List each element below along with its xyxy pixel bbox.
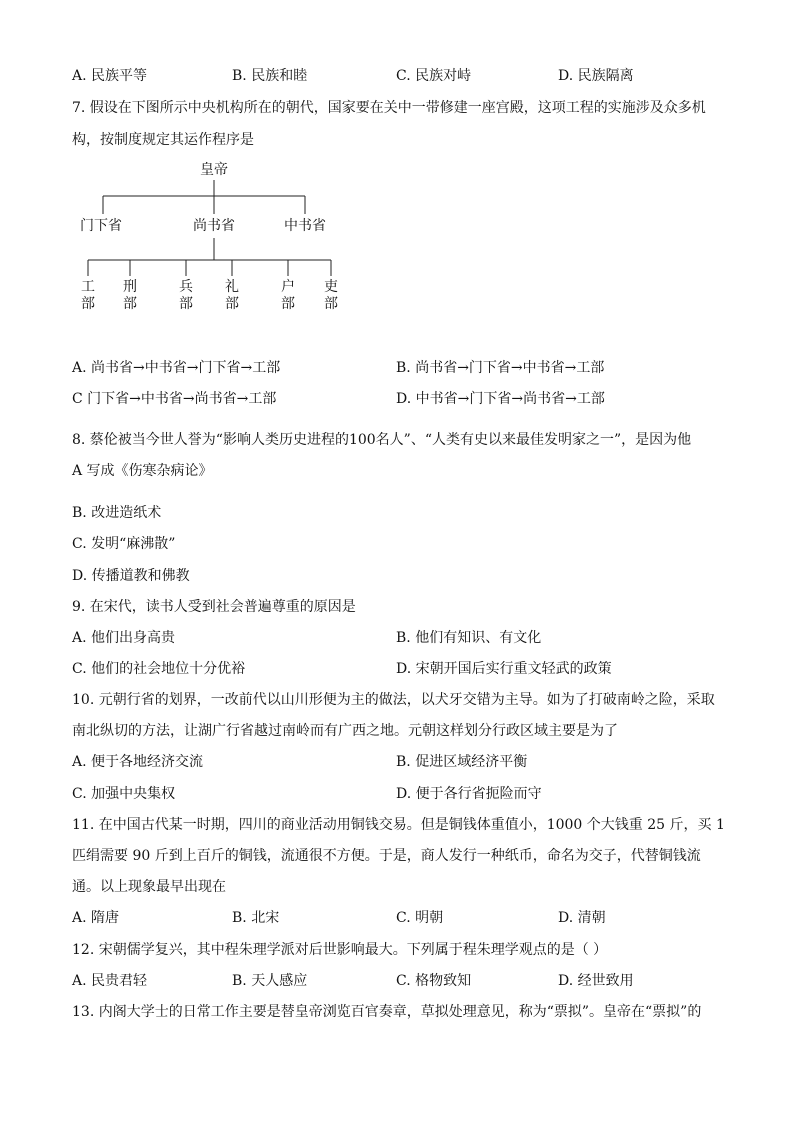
q10-stem-line2: 南北纵切的方法，让湖广行省越过南岭而有广西之地。元朝这样划分行政区域主要是为了 [72, 723, 618, 739]
q7-stem-line2: 构，按制度规定其运作程序是 [72, 132, 254, 148]
node-hubu: 户 部 [281, 279, 295, 312]
q8-option-a: A 写成《伤寒杂病论》 [72, 463, 213, 479]
q10-option-d: D. 便于各行省扼险而守 [396, 786, 542, 802]
q12-option-c: C. 格物致知 [396, 973, 472, 989]
q12-stem: 12. 宋朝儒学复兴，其中程朱理学派对后世影响最大。下列属于程朱理学观点的是（ ） [72, 942, 608, 958]
node-libu-rites: 礼 部 [225, 279, 239, 312]
q11-stem-line2: 匹绢需要 90 斤到上百斤的铜钱，流通很不方便。于是，商人发行一种纸币，命名为交子，代替铜钱流 [72, 848, 701, 864]
q6-option-c: C. 民族对峙 [396, 68, 472, 84]
q8-option-c: C. 发明“麻沸散” [72, 536, 176, 552]
q11-option-d: D. 清朝 [558, 910, 606, 926]
org-chart-lines [0, 0, 794, 360]
q11-stem-line3: 通。以上现象最早出现在 [72, 879, 226, 895]
node-menxia: 门下省 [80, 218, 122, 234]
q8-option-d: D. 传播道教和佛教 [72, 568, 190, 584]
q12-option-b: B. 天人感应 [232, 973, 308, 989]
q11-option-a: A. 隋唐 [72, 910, 120, 926]
node-zhongshu: 中书省 [284, 218, 326, 234]
q10-option-c: C. 加强中央集权 [72, 786, 176, 802]
q6-option-d: D. 民族隔离 [558, 68, 634, 84]
q9-option-b: B. 他们有知识、有文化 [396, 630, 542, 646]
q11-stem-line1: 11. 在中国古代某一时期，四川的商业活动用铜钱交易。但是铜钱体重值小，1000 个大钱重 25 斤，买 1 [72, 817, 725, 833]
q8-option-b: B. 改进造纸术 [72, 505, 162, 521]
q7-option-d: D. 中书省→门下省→尚书省→工部 [396, 391, 605, 407]
q7-option-b: B. 尚书省→门下省→中书省→工部 [396, 360, 605, 376]
q9-stem: 9. 在宋代，读书人受到社会普遍尊重的原因是 [72, 599, 356, 615]
node-emperor: 皇帝 [200, 162, 228, 178]
q7-stem-line1: 7. 假设在下图所示中央机构所在的朝代，国家要在关中一带修建一座宫殿，这项工程的实施涉及众多机 [72, 100, 706, 116]
q6-option-b: B. 民族和睦 [232, 68, 308, 84]
q9-option-c: C. 他们的社会地位十分优裕 [72, 661, 246, 677]
q9-option-d: D. 宋朝开国后实行重文轻武的政策 [396, 661, 612, 677]
q10-option-b: B. 促进区域经济平衡 [396, 754, 528, 770]
q10-option-a: A. 便于各地经济交流 [72, 754, 204, 770]
node-xingbu: 刑 部 [123, 279, 137, 312]
q11-option-b: B. 北宋 [232, 910, 280, 926]
node-bingbu: 兵 部 [179, 279, 193, 312]
q9-option-a: A. 他们出身高贵 [72, 630, 176, 646]
q12-option-d: D. 经世致用 [558, 973, 634, 989]
q12-option-a: A. 民贵君轻 [72, 973, 148, 989]
q8-stem: 8. 蔡伦被当今世人誉为“影响人类历史进程的100名人”、“人类有史以来最佳发明家之一”，是因为他 [72, 432, 692, 448]
node-libu-personnel: 吏 部 [324, 279, 338, 312]
q6-option-a: A. 民族平等 [72, 68, 148, 84]
q10-stem-line1: 10. 元朝行省的划界，一改前代以山川形便为主的做法，以犬牙交错为主导。如为了打破南岭之险，采取 [72, 692, 715, 708]
q13-stem: 13. 内阁大学士的日常工作主要是替皇帝浏览百官奏章，草拟处理意见，称为“票拟”。皇帝在“票拟”的 [72, 1004, 702, 1020]
node-gongbu: 工 部 [81, 279, 95, 312]
q7-option-a: A. 尚书省→中书省→门下省→工部 [72, 360, 281, 376]
q11-option-c: C. 明朝 [396, 910, 444, 926]
node-shangshu: 尚书省 [193, 218, 235, 234]
q7-option-c: C 门下省→中书省→尚书省→工部 [72, 391, 277, 407]
